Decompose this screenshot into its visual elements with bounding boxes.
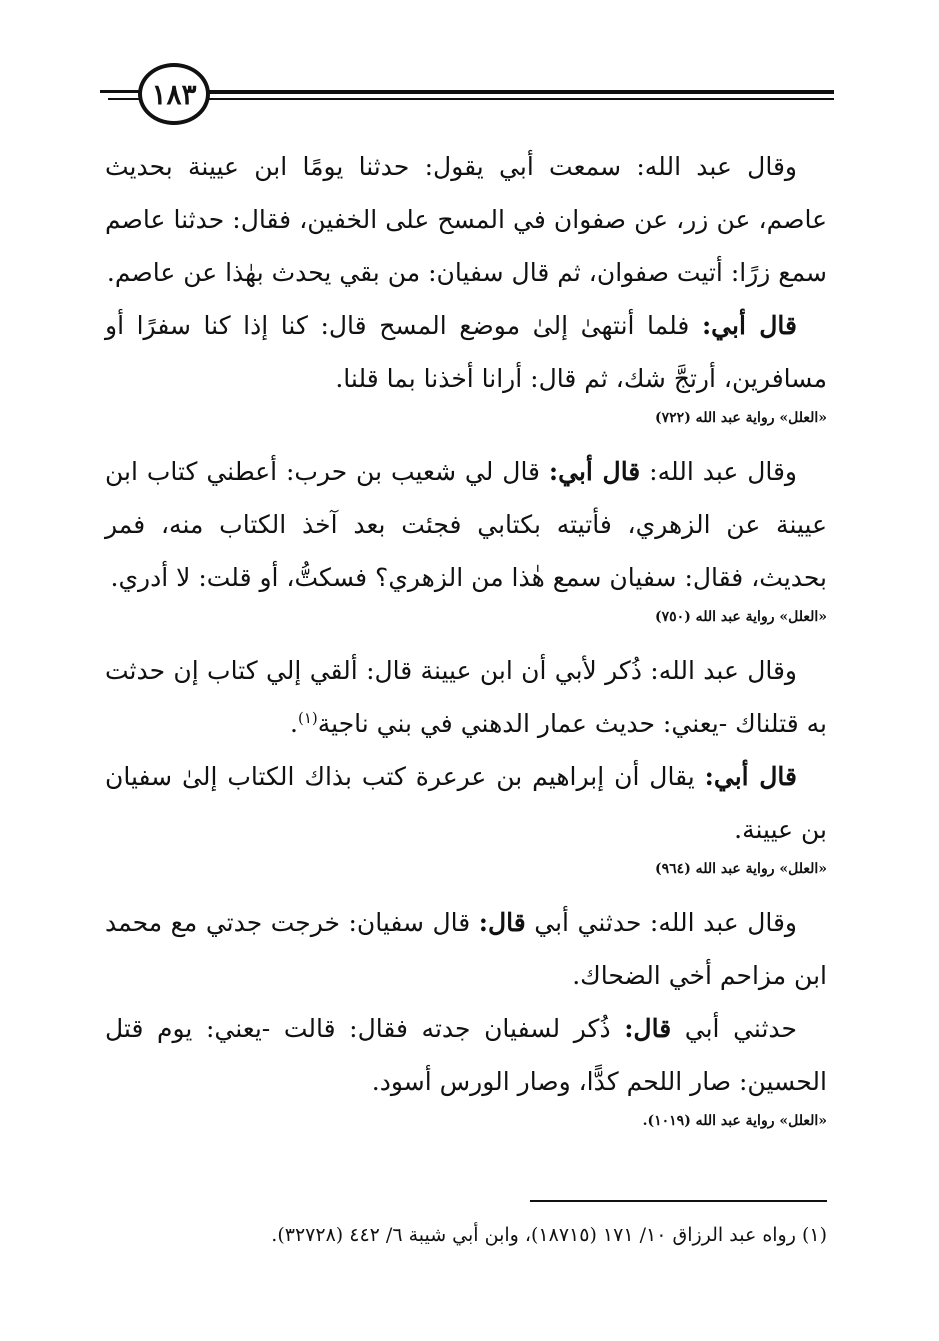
entry-2-pre: وقال عبد الله: xyxy=(640,457,797,486)
entry-3-text: وقال عبد الله: ذُكر لأبي أن ابن عيينة قال: ألقي إلي كتاب إن حدثت به قتلناك -يعني: حديث عمار الدهني في بني ناجية xyxy=(105,656,827,738)
entry-3-text-end: . xyxy=(290,709,298,738)
footnote-1: (١) رواه عبد الرزاق ١٠/ ١٧١ (١٨٧١٥)، وابن أبي شيبة ٦/ ٤٤٢ (٣٢٧٢٨). xyxy=(271,1224,827,1246)
page-number-badge xyxy=(138,63,210,125)
entry-1-answer-text: فلما أنتهىٰ إلىٰ موضع المسح قال: كنا إذا كنا سفرًا أو مسافرين، أرتجَّ شك، ثم قال: أرانا أخذنا بما قلنا. xyxy=(105,311,827,393)
entry-3-source: «العلل» رواية عبد الله (٩٦٤) xyxy=(655,861,827,877)
entry-2-post: قال لي شعيب بن حرب: أعطني كتاب ابن عيينة عن الزهري، فأتيته بكتابي فجئت بعد آخذ الكتاب منه، فمر بحديث، فقال: سفيان سمع هٰذا من الزهري؟ فسكتُّ، أو قلت: لا أدري. xyxy=(105,457,827,592)
entry-4-line2-qal-label: قال: xyxy=(624,1014,672,1043)
entry-4-pre: وقال عبد الله: حدثني أبي xyxy=(525,908,797,937)
entry-4-answer xyxy=(105,1002,827,1108)
entry-4-line2-post: ذُكر لسفيان جدته فقال: قالت -يعني: يوم قتل الحسين: صار اللحم كدًّا، وصار الورس أسود. xyxy=(105,1014,827,1096)
header-rule-thin xyxy=(200,98,834,100)
main-text xyxy=(105,140,827,1148)
header-rule-left-thin xyxy=(108,98,140,100)
entry-2-source: «العلل» رواية عبد الله (٧٥٠) xyxy=(655,609,827,625)
header-rule-thick xyxy=(200,90,834,94)
footnote-ref-1[interactable]: (١) xyxy=(297,709,318,727)
entry-2-qal-label: قال أبي: xyxy=(548,457,641,486)
entry-1-text: وقال عبد الله: سمعت أبي يقول: حدثنا يومًا ابن عيينة بحديث عاصم، عن زر، عن صفوان في المسح على الخفين، فقال: حدثنا عاصم سمع زرًا: أتيت صفوان، ثم قال سفيان: من بقي يحدث بهٰذا عن عاصم. xyxy=(105,152,827,287)
entry-2-paragraph xyxy=(105,445,827,604)
page-number: ١٨٣ xyxy=(151,77,197,111)
entry-3-qal-label: قال أبي: xyxy=(704,762,798,791)
entry-3-paragraph xyxy=(105,644,827,750)
entry-3-answer-text: يقال أن إبراهيم بن عرعرة كتب بذاك الكتاب إلىٰ سفيان بن عيينة. xyxy=(105,762,827,844)
page-header xyxy=(100,60,834,132)
entry-1-qal-label: قال أبي: xyxy=(701,311,798,340)
entry-4-paragraph xyxy=(105,896,827,1002)
entry-4-line2-pre: حدثني أبي xyxy=(671,1014,797,1043)
entry-3-answer xyxy=(105,750,827,856)
entry-4-qal-label: قال: xyxy=(478,908,526,937)
entry-1-paragraph xyxy=(105,140,827,299)
footnote-separator xyxy=(530,1200,827,1202)
entry-1-answer xyxy=(105,299,827,405)
entry-4-source: «العلل» رواية عبد الله (١٠١٩). xyxy=(642,1113,827,1129)
header-rule-left xyxy=(100,90,140,93)
entry-1-source: «العلل» رواية عبد الله (٧٢٢) xyxy=(655,410,827,426)
entry-4-post: قال سفيان: خرجت جدتي مع محمد ابن مزاحم أخي الضحاك. xyxy=(105,908,827,990)
